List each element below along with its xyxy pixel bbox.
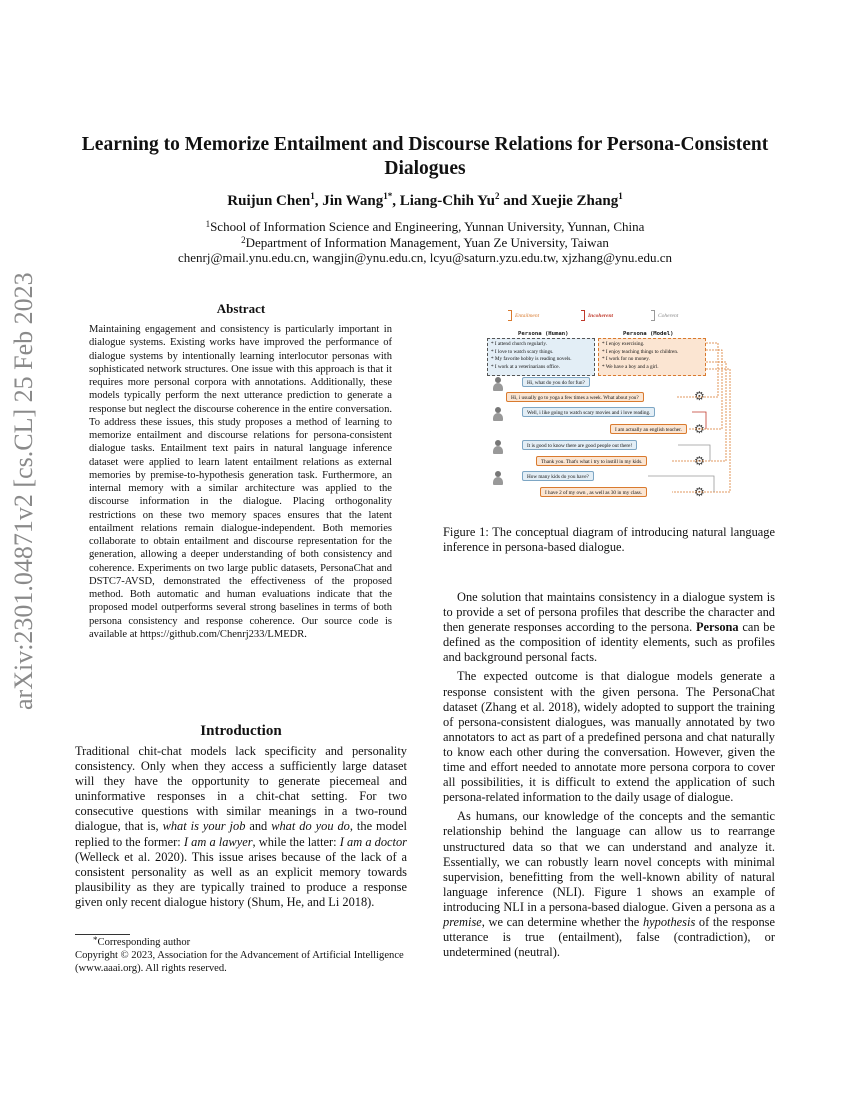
dialogue-turn-model: Hi, i usually go to yoga a few times a week. What about you?	[506, 392, 644, 402]
right-column-body	[443, 590, 775, 960]
introduction-heading: Introduction	[200, 723, 282, 739]
author-name: Xuejie Zhang	[531, 193, 619, 209]
relation-arrows	[478, 306, 778, 511]
dialogue-turn-human: It is good to know there are good people out there!	[522, 440, 637, 450]
persona-model-label: Persona (Model)	[623, 331, 674, 337]
footnote-rule	[75, 934, 130, 935]
copyright-note: Copyright © 2023, Association for the Advancement of Artificial Intelligence (www.aaai.org). All rights reserved.	[75, 950, 404, 974]
corresponding-author-note: *Corresponding author	[93, 935, 191, 948]
arxiv-identifier	[9, 272, 53, 720]
author-emails: chenrj@mail.ynu.edu.cn, wangjin@ynu.edu.cn, lcyu@saturn.yzu.edu.tw, xjzhang@ynu.edu.cn	[178, 250, 672, 265]
author-list: Ruijun Chen$^1$, Jin Wang$^{1*}$, Liang-Chih Yu$^2$ and Xuejie Zhang$^1$	[227, 191, 623, 209]
affiliations	[60, 219, 790, 266]
persona-human-box: * I attend church regularly. * I love to watch scary things. * My favorite hobby is reading novels. * I work at a veterinarians office.	[487, 338, 595, 376]
robot-icon: ⚙	[694, 422, 705, 436]
author-name: Jin Wang	[322, 193, 384, 209]
paragraph: As humans, our knowledge of the concepts and the semantic relationship behind the language can allow us to rearrange unstructured data so that we can understand and analyze it. Essentially, we can robustly learn novel concepts with minimal supervision, benefitting from the well-known ability of natural language inference (NLI). Figure 1 shows an example of introducing NLI in a persona-based dialogue. Given a persona as a premise, we can determine whether the hypothesis of the response utterance is true (entailment), false (contradiction), or undetermined (neutral).	[443, 809, 775, 960]
figure-caption: Figure 1: The conceptual diagram of introducing natural language inference in persona-based dialogue.	[443, 525, 775, 554]
figure-1	[478, 306, 778, 511]
robot-icon: ⚙	[694, 485, 705, 499]
paragraph: The expected outcome is that dialogue models generate a response consistent with the given persona. The PersonaChat dataset (Zhang et al. 2018), widely adopted to support the training of persona-consistent dialogues, was manually annotated by two annotators to act as part of a predefined persona and chat naturally to know each other during the conversation. However, given the time and effort needed to annotate more persona corpora to cover all possibilities, it is difficult to extend the application of such persona-related information to the daily usage of dialogue.	[443, 669, 775, 805]
robot-icon: ⚙	[694, 454, 705, 468]
abstract-body: Maintaining engagement and consistency is particularly important in dialogue systems. Existing works have improved the performance of dialogue systems by intentionally learning interlocutor personas with sophisticated network structures. One issue with this approach is that it requires more personal corpora with annotations. Additionally, these models typically perform the next utterance prediction to generate a response but neglect the discourse coherence in the entire conversation. To address these issues, this study proposes a method of learning to memorize entailment and discourse relations for persona-consistent dialogue tasks. Entailment text pairs in natural language inference dataset were applied to learn latent entailment relations as external memories by premise-to-hypothesis generation task. Furthermore, an internal memory with a similar architecture was applied to the discourse information in the dialogue. Placing orthogonality restrictions on these two memory spaces ensures that the latent entailment relations remain dialogue-independent. Both memories collaborate to obtain entailment and discourse representation for the generation, allowing a deeper understanding of both consistency and coherence. Experiments on two large public datasets, PersonaChat and DSTC7-AVSD, demonstrated the effectiveness of the proposed method. Both automatic and human evaluations indicate that the proposed model outperforms several strong baselines in terms of both persona consistency and response coherence. Our source code is available at https://github.com/Chenrj233/LMEDR.	[89, 324, 392, 640]
intro-paragraph: Traditional chit-chat models lack specificity and personality consistency. Only when they access a sufficiently large dataset will they have the opportunity to generate piecemeal and uninformative responses in a chit-chat setting. For two consecutive questions with similar meanings in a two-round dialogue, that is, what is your job and what do you do, the model replied to the former: I am a lawyer, while the latter: I am a doctor (Welleck et al. 2020). This issue arises because of the lack of a consistent personality as well as an explicit memory towards plausibility as they are typically trained to produce a response given only recent dialogue history (Shum, He, and Li 2018).	[75, 744, 408, 909]
arxiv-id-text: arXiv:2301.04871v2 [cs.CL] 25 Feb 2023	[9, 272, 38, 710]
dialogue-turn-model: I am actually an english teacher.	[610, 424, 687, 434]
author-name: Liang-Chih Yu	[399, 193, 495, 209]
dialogue-turn-model: Thank you. That's what i try to instill in my kids.	[536, 456, 647, 466]
legend-incoherent: Incoherent	[581, 310, 613, 321]
paragraph: One solution that maintains consistency in a dialogue system is to provide a set of persona profiles that describe the character and then generate responses according to the persona. Persona can be defined as the composition of identity elements, such as profiles and background personal facts.	[443, 590, 776, 665]
persona-model-box: * I enjoy exercising. * I enjoy teaching things to children. * I work for no money. * We have a boy and a girl.	[598, 338, 706, 376]
dialogue-turn-human: Hi, what do you do for fun?	[522, 377, 590, 387]
footnotes	[75, 936, 415, 975]
dialogue-turn-human: How many kids do you have?	[522, 471, 594, 481]
author-name: Ruijun Chen	[227, 193, 311, 209]
introduction-body	[75, 744, 407, 910]
persona-human-label: Persona (Human)	[518, 331, 569, 337]
dialogue-turn-human: Well, i like going to watch scary movies and i love reading.	[522, 407, 655, 417]
affiliation: $^1$School of Information Science and Engineering, Yunnan University, Yunnan, China	[205, 219, 645, 234]
paper-title: Learning to Memorize Entailment and Discourse Relations for Persona-Consistent Dialogues	[81, 134, 769, 179]
dialogue-turn-model: I have 2 of my own , as well as 30 in my class.	[540, 487, 647, 497]
legend-entailment: Entailment	[508, 310, 539, 321]
abstract-heading: Abstract	[216, 301, 266, 316]
robot-icon: ⚙	[694, 389, 705, 403]
legend-coherent: Coherent	[651, 310, 678, 321]
affiliation: $^2$Department of Information Management, Yuan Ze University, Taiwan	[241, 234, 609, 250]
